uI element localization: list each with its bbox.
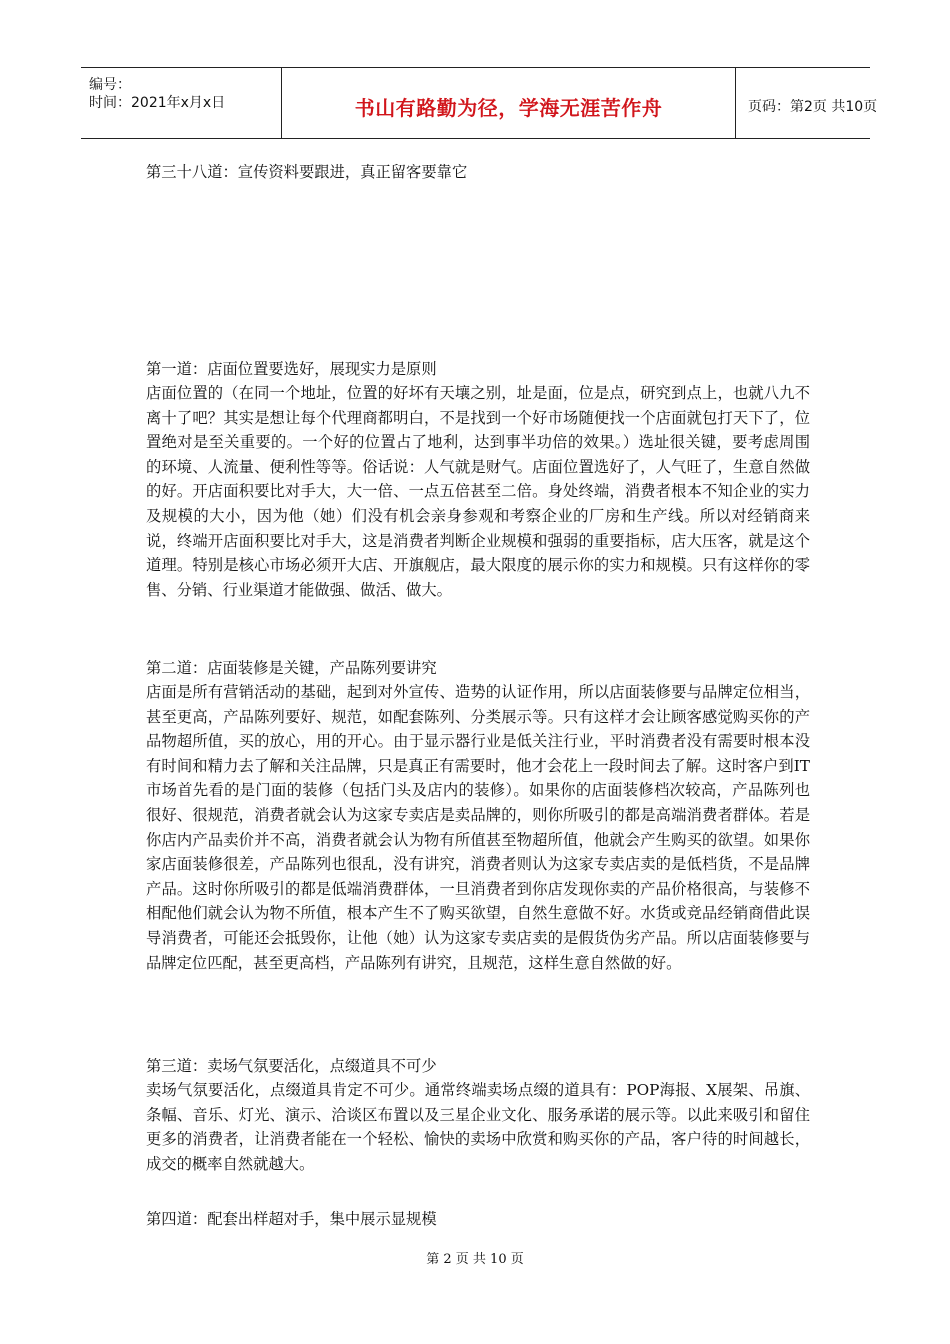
section-heading: 第一道：店面位置要选好，展现实力是原则 [146, 360, 437, 378]
section-body: 店面是所有营销活动的基础，起到对外宣传、造势的认证作用，所以店面装修要与品牌定位相当，甚至更高，产品陈列要好、规范，如配套陈列、分类展示等。只有这样才会让顾客感觉购买你的产品物超所值，买的放心，用的开心。由于显示器行业是低关注行业，平时消费者没有需要时根本没有时间和精力去了解和关注品牌，只是真正有需要时，他才会花上一段时间去了解。这时客户到IT市场首先看的是门面的装修（包括门头及店内的装修）。如果你的店面装修档次较高，产品陈列也很好、很规范，消费者就会认为这家专卖店是卖品牌的，则你所吸引的都是高端消费者群体。若是你店内产品卖价并不高，消费者就会认为物有所值甚至物超所值，他就会产生购买的欲望。如果你家店面装修很差，产品陈列也很乱，没有讲究，消费者则认为这家专卖店卖的是低档货，不是品牌产品。这时你所吸引的都是低端消费群体，一旦消费者到你店发现你卖的产品价格很高，与装修不相配他们就会认为物不所值，根本产生不了购买欲望，自然生意做不好。水货或竞品经销商借此误导消费者，可能还会抵毁你，让他（她）认为这家专卖店卖的是假货伪劣产品。所以店面装修要与品牌定位匹配，甚至更高档，产品陈列有讲究，且规范，这样生意自然做的好。 [146, 683, 810, 972]
section-body: 卖场气氛要活化，点缀道具肯定不可少。通常终端卖场点缀的道具有：POP海报、X展架、吊旗、条幅、音乐、灯光、演示、洽谈区布置以及三星企业文化、服务承诺的展示等。以此来吸引和留住更多的消费者，让消费者能在一个轻松、愉快的卖场中欣赏和购买你的产品，客户待的时间越长，成交的概率自然就越大。 [146, 1081, 810, 1173]
page-header [81, 67, 878, 139]
document-date: 时间：2021年x月x日 [89, 95, 226, 111]
header-motto: 书山有路勤为径，学海无涯苦作舟 [354, 96, 663, 120]
header-meta-cell [81, 68, 282, 138]
section-heading: 第三道：卖场气氛要活化，点缀道具不可少 [146, 1057, 437, 1075]
document-number-label: 编号： [89, 77, 131, 93]
header-page-info: 页码：第2页 共10页 [748, 99, 878, 115]
section-heading: 第四道：配套出样超对手，集中展示显规模 [146, 1210, 437, 1228]
header-motto-cell [282, 68, 736, 138]
section-body: 店面位置的（在同一个地址，位置的好坏有天壤之别，址是面，位是点，研究到点上，也就八九不离十了吧？其实是想让每个代理商都明白，不是找到一个好市场随便找一个店面就包打天下了，位置绝对是至关重要的。一个好的位置占了地利，达到事半功倍的效果。）选址很关键，要考虑周围的环境、人流量、便利性等等。俗话说：人气就是财气。店面位置选好了，人气旺了，生意自然做的好。开店面积要比对手大，大一倍、一点五倍甚至二倍。身处终端，消费者根本不知企业的实力及规模的大小，因为他（她）们没有机会亲身参观和考察企业的厂房和生产线。所以对经销商来说，终端开店面积要比对手大，这是消费者判断企业规模和强弱的重要指标，店大压客，就是这个道理。特别是核心市场必须开大店、开旗舰店，最大限度的展示你的实力和规模。只有这样你的零售、分销、行业渠道才能做强、做活、做大。 [146, 384, 810, 599]
header-page-cell [736, 68, 878, 138]
intro-heading: 第三十八道：宣传资料要跟进，真正留客要靠它 [146, 163, 468, 181]
section-heading: 第二道：店面装修是关键，产品陈列要讲究 [146, 659, 437, 677]
page-footer: 第 2 页 共 10 页 [426, 1252, 524, 1267]
